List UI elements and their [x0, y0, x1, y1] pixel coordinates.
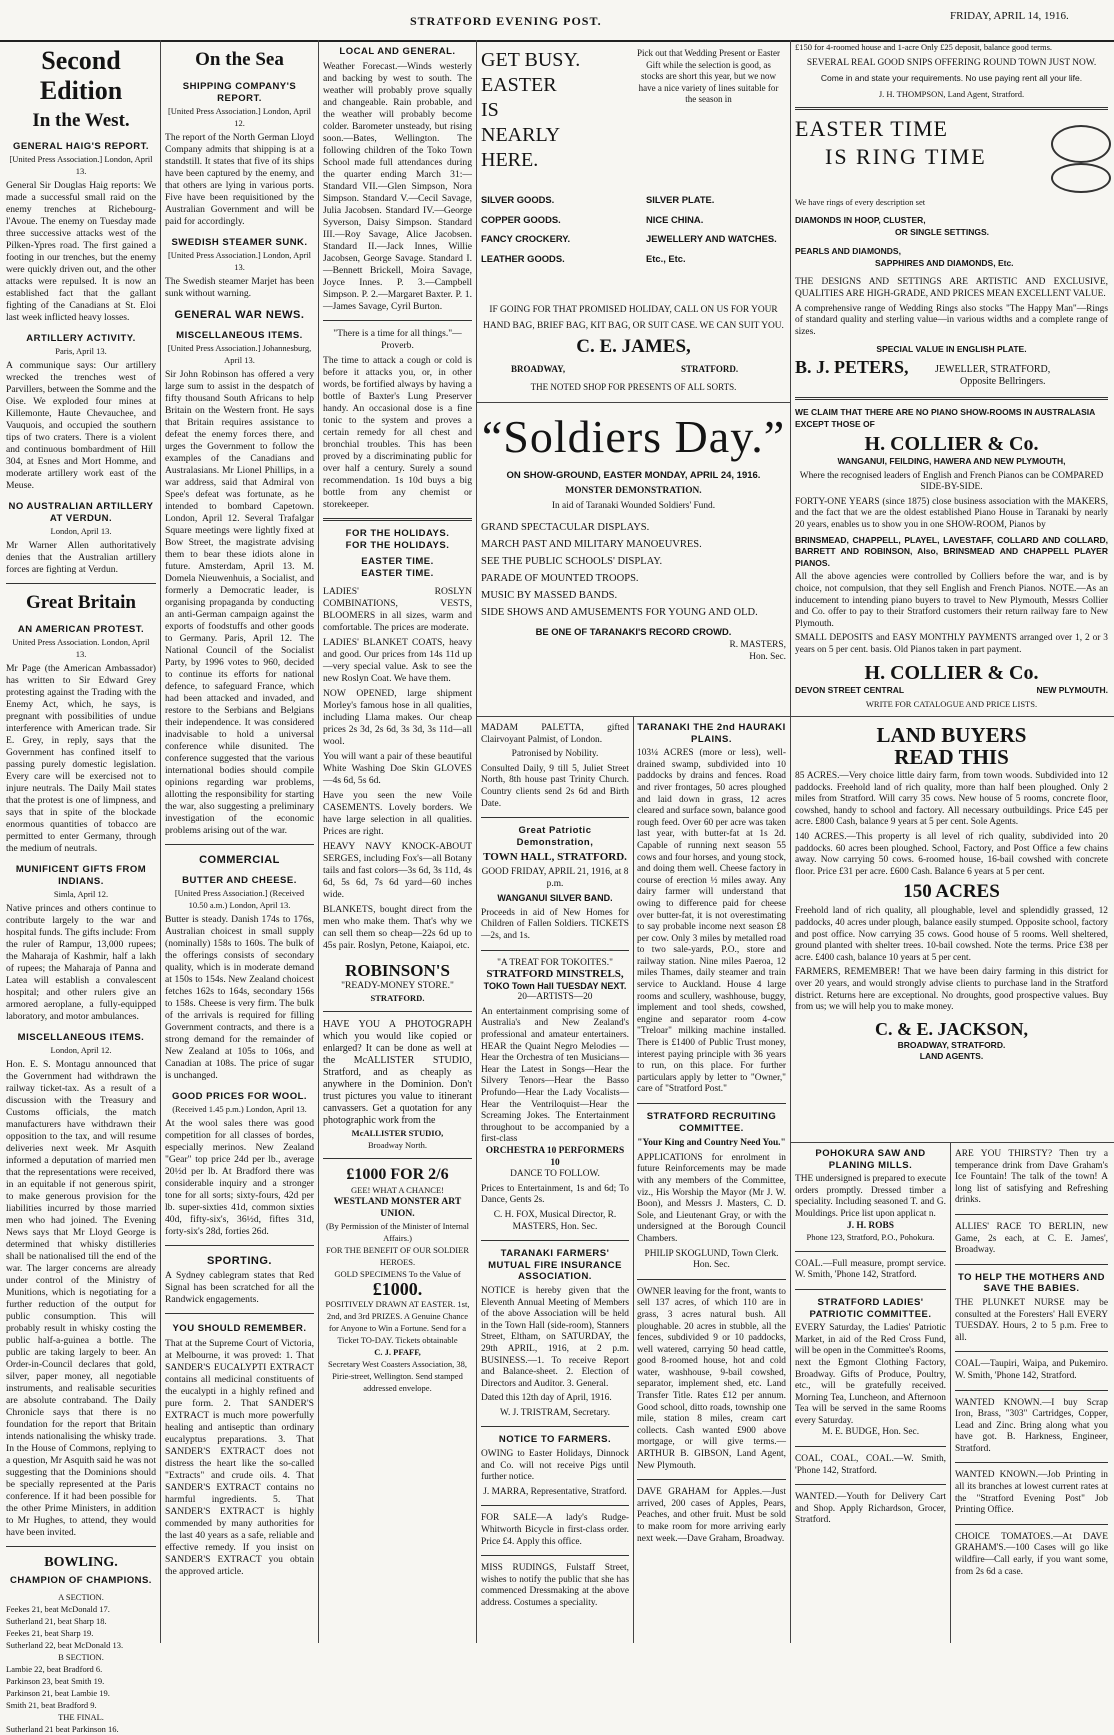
advert-body: SMALL DEPOSITS and EASY MONTHLY PAYMENTS arranged over 1, 2 or 3 years on 5 per cent. basis. Old Pianos taken in part payment. [795, 633, 1108, 655]
advert-subtitle: ON SHOW-GROUND, EASTER MONDAY, APRIL 24, 1916. [506, 470, 761, 481]
advert-body: IF GOING FOR THAT PROMISED HOLIDAY, CALL ON US FOR YOUR HAND BAG, BRIEF BAG, KIT BAG, OR SUIT CASE. WE CAN SUIT YOU. [483, 305, 784, 331]
advert-address: BROADWAY, STRATFORD. [897, 1039, 1006, 1050]
article-dateline: [United Press Association.] Johannesburg, April 13. [167, 343, 312, 365]
goods-item: SILVER PLATE. [646, 194, 715, 205]
goods-item: Etc., Etc. [646, 252, 686, 264]
advert-line: OR SINGLE SETTINGS. [895, 226, 989, 237]
advert-heading: YOU SHOULD REMEMBER. [172, 1323, 307, 1334]
article-heading: SWEDISH STEAMER SUNK. [171, 237, 308, 248]
newspaper-title: STRATFORD EVENING POST. [410, 14, 602, 28]
notice-body: APPLICATIONS for enrolment in future Reinforcements may be made with any members of the Committee, viz., His Worship the Mayor (Mr J. W. Boon), and Messrs J. Masters, C. D. Sole, and Lieutenant Gray, or with the undersigned at the Borough Council Chambers. [637, 1152, 786, 1244]
notice-heading: STRATFORD LADIES' PATRIOTIC COMMITTEE. [809, 1296, 932, 1320]
advert-title: IS RING TIME [825, 144, 987, 170]
section-heading: Great Britain [26, 592, 136, 613]
advert-signature: Hon. Sec. [749, 651, 786, 662]
advert-heading: WE CLAIM THAT THERE ARE NO PIANO SHOW-ROOMS IN AUSTRALASIA EXCEPT THOSE OF [795, 406, 1095, 429]
article-heading: NO AUSTRALIAN ARTILLERY AT VERDUN. [8, 501, 154, 524]
advert-body: FORTY-ONE YEARS (since 1875) close business association with the MAKERS, and the fact that we are the oldest established Piano House in Taranaki by nearly 20 years, enables us to show you in one SHOW-ROOM, Pianos by [795, 496, 1108, 531]
advert-address: BROADWAY, [511, 364, 566, 374]
result-line: Lambie 22, beat Bradford 6. [6, 1664, 103, 1674]
advert-line: FOR THE BENEFIT OF OUR SOLDIER HEROES. [325, 1245, 470, 1267]
article-dateline: [United Press Association.] (Received 10.50 a.m.) London, April 13. [174, 888, 305, 910]
program-item: SIDE SHOWS AND AMUSEMENTS FOR YOUNG AND OLD. [481, 606, 758, 618]
advert-firm: C. & E. JACKSON, [874, 1018, 1028, 1039]
notice-signature: J. MARRA, Representative, Stratford. [483, 1486, 627, 1497]
notice-date: Dated this 12th day of April, 1916. [481, 1393, 612, 1404]
advert-body: We have rings of every description set [795, 197, 926, 208]
column-local-news [323, 40, 472, 1643]
advert-firm: B. J. PETERS, [795, 356, 909, 377]
advert-line: PEARLS AND DIAMONDS, [795, 246, 901, 257]
notice-heading: TO HELP THE MOTHERS AND SAVE THE BABIES. [958, 1271, 1105, 1295]
article-heading: ARTILLERY ACTIVITY. [26, 333, 136, 344]
advert-line: Patronised by Nobility. [511, 749, 599, 760]
result-line: Parkinson 23, beat Smith 19. [6, 1676, 105, 1686]
column-notices-left [481, 720, 629, 1638]
results-section: A SECTION. [58, 1592, 104, 1602]
advert-line: ORCHESTRA 10 PERFORMERS 10 [485, 1146, 625, 1168]
advert-date: GOOD FRIDAY, APRIL 21, 1916, at 8 p.m. [481, 866, 629, 889]
article-heading: BOWLING. [44, 1555, 118, 1570]
article-body: A Sydney cablegram states that Red Signal has been scratched for all the Randwick engagements. [165, 1270, 314, 1305]
goods-item: COPPER GOODS. [481, 213, 561, 225]
program-item: SEE THE PUBLIC SCHOOLS' DISPLAY. [481, 555, 663, 567]
notice-heading: STRATFORD RECRUITING COMMITTEE. [646, 1111, 777, 1134]
article-dateline: Paris, April 13. [55, 346, 107, 356]
column-war-news [6, 40, 156, 1734]
advert-item: BLANKETS, bought direct from the men who make them. That's why we can sell them so cheap—22s 6d up to 45s pair. Roslyn, Petone, Kaiapoi, etc. [323, 904, 472, 951]
notice-body: OWING to Easter Holidays, Dinnock and Co. will not receive Pigs until further notice. [481, 1449, 629, 1483]
ring-illustration [1051, 125, 1111, 163]
notice-signature: W. J. TRISTRAM, Secretary. [499, 1407, 611, 1418]
advert-line: SPECIAL VALUE IN ENGLISH PLATE. [876, 344, 1027, 355]
advert-body: 140 ACRES.—This property is all level of rich quality, subdivided into 20 paddocks. 60 acres been ploughed. School, Factory, and Post Office a few chains away. Now carrying 50 cows. 6-roomed house, 16-bail cowshed with concrete floor. Price £31 per acre. £600 Cash. Balance 6 years at 5 per cent. [795, 831, 1108, 877]
advert-address: Opposite Bellringers. [960, 375, 1046, 387]
notice-heading: NOTICE TO FARMERS. [498, 1434, 612, 1446]
advert-signature: C. H. FOX, Musical Director, R. MASTERS, Hon. Sec. [493, 1209, 617, 1232]
article-heading: MISCELLANEOUS ITEMS. [17, 1032, 145, 1043]
result-line: Parkinson 21, beat Lambie 19. [6, 1688, 110, 1698]
advert-body: That at the Supreme Court of Victoria, at Melbourne, it was proved: 1. That SANDER'S EUCALYPTI EXTRACT contains all medicinal constituents of the eucalypti in a highly refined and pure form. 2. That SANDER'S EXTRACT is much more powerfully healing and antiseptic than ordinary eucalyptus preparations. 3. That SANDER'S EXTRACT does not distress the heart like the so-called "Extracts" and crude oils. 4. That SANDER'S EXTRACT contains no harmful ingredients. 5. That SANDER'S EXTRACT is highly commended by many authorities for the last 40 years as a safe, reliable and effective remedy. If you insist on SANDER'S EXTRACT you obtain the approved article. [165, 1338, 314, 1577]
notice-body: NOTICE is hereby given that the Eleventh Annual Meeting of Members of the above Association will be held in the Town Hall (side-room), Stanners Street, Eltham, on SATURDAY, the 29th APRIL, 1916, at 2 p.m. BUSINESS.—1. To receive Report and Balance-sheet. 2. Election of Directors and Auditor. 3. General. [481, 1285, 629, 1389]
article-dateline: (Received 1.45 p.m.) London, April 13. [172, 1104, 307, 1114]
advert-signature: J. H. THOMPSON, Land Agent, Stratford. [878, 88, 1025, 99]
result-line: Sutherland 22, beat McDonald 13. [6, 1640, 124, 1650]
advert-role: LAND AGENTS. [919, 1051, 984, 1062]
advert-permission: (By Permission of the Minister of Internal Affairs.) [325, 1221, 470, 1243]
article-dateline: [United Press Association.] London, April 13. [9, 154, 153, 176]
advert-body: THE DESIGNS AND SETTINGS ARE ARTISTIC AND EXCLUSIVE, QUALITIES ARE HIGH-GRADE, AND PRICES MEAN EXCELLENT VALUE. [795, 277, 1108, 299]
result-line: Smith 21, beat Bradford 9. [6, 1700, 97, 1710]
article-body: Hon. E. S. Montagu announced that the Government had withdrawn the railway ticket-tax. As a result of a discussion with the Treasury and Customs officials, the match manufacturers have withdrawn their opposition to the tax, and will resume deliveries next week. Mr Asquith informed a deputation of married men that the representations were received, in an equitable if not generous spirit, to make generous provision for the liabilities incurred by those married men who had joined. The Evening News says that Mr Lloyd George is determined that whisky distilleries shall be nationalised till the end of the war. The larger concerns are already under control of the Ministry of Munitions, which is negotiating for a further reduction of the output for public consumption. This will probably result in whisky costing the public half-a-guinea a bottle. The public are taking largely to beer. An Order-in-Council declares that gold, silver, paper money, all negotiable instruments, and realisable securities are absolute contraband. The Daily Chronicle says that there is no foundation for the report that Britain intends nationalising the whisky trade. In the House of Commons, replying to a question, Mr Asquith said he was not suggesting that the Dominions should be specially represented at the Paris conference. If it had been possible for the other Prime Ministers, in addition to Mr Hughes, to attend, they would have been invited. [6, 1059, 156, 1538]
article-body: Mr Page (the American Ambassador) has written to Sir Edward Grey protesting against the Trading with the Enemy Act, which, he says, is pregnant with possibilities of undue interference with American trade. Sir E. Grey, in reply, says that the Government has confined itself to passing purely domestic legislation. Every care will be exercised not to injure neutrals. The Daily Mail states that the protest is one of limpness, and says that in spite of the blockade enormous quantities of tobacco are permitted to enter Germany, through the medium of neutrals. [6, 663, 156, 854]
advert-item: You will want a pair of these beautiful White Washing Doe Skin GLOVES —4s 6d, 5s 6d. [323, 751, 472, 786]
advert-prize: £1000. [372, 1279, 423, 1299]
advert-title: ROBINSON'S [345, 961, 450, 980]
advert-line: WRITE FOR CATALOGUE AND PRICE LISTS. [865, 698, 1038, 709]
advert-address: Secretary West Coasters Association, 38, Pirie-street, Wellington. Send stamped addressed envelope. [328, 1359, 467, 1393]
program-item: GRAND SPECTACULAR DISPLAYS. [481, 521, 650, 533]
advert-address: Broadway North. [367, 1140, 427, 1150]
notice-signature: M. E. BUDGE, Hon. Sec. [821, 1427, 920, 1438]
article-heading: MUNIFICENT GIFTS FROM INDIANS. [15, 864, 147, 887]
advert-tagline: THE NOTED SHOP FOR PRESENTS OF ALL SORTS. [530, 382, 737, 392]
notice-heading: TARANAKI FARMERS' MUTUAL FIRE INSURANCE ASSOCIATION. [488, 1248, 622, 1283]
notice-motto: "Your King and Country Need You." [637, 1138, 786, 1149]
notice-body: THE PLUNKET NURSE may be consulted at the Foresters' Hall EVERY TUESDAY. Hours, 2 to 5 p.m. Free to all. [955, 1297, 1108, 1343]
advert-body: Pick out that Wedding Present or Easter Gift while the selection is good, as stocks are short this year, but we now have a nice variety of lines suitable for the season in [636, 48, 781, 105]
advert-item: HEAVY NAVY KNOCK-ABOUT SERGES, including Fox's—all Botany tails and fast colors—3s 6d, 3s 11d, 4s 6d, 5s 6d, 7s 6d yard—60 inches wide. [323, 841, 472, 900]
advert-line: HERE. [481, 149, 539, 171]
advert-item: Have you seen the new Voile CASEMENTS. Lovely borders. We have large selection in all qualities. Prices are right. [323, 790, 472, 837]
advert-firm: H. COLLIER & Co. [864, 661, 1039, 684]
article-subheading: CHAMPION OF CHAMPIONS. [10, 1575, 152, 1586]
article-heading: GENERAL HAIG'S REPORT. [12, 141, 150, 152]
classified-ad: WANTED KNOWN.—Job Printing in all its branches at lowest current rates at the "Stratford Evening Post" Job Printing Office. [955, 1470, 1108, 1516]
article-heading: GOOD PRICES FOR WOOL. [171, 1091, 308, 1102]
advert-line: SAPPHIRES AND DIAMONDS, Etc. [875, 257, 1014, 268]
advert-body: POSITIVELY DRAWN AT EASTER. 1st, 2nd, and 3rd PRIZES. A Genuine Chance for Anyone to Win a Fortune. Send for a Ticket TO-DAY. Tickets obtainable [325, 1299, 470, 1345]
goods-item: FANCY CROCKERY. [481, 233, 571, 245]
advert-venue: TOKO Town Hall TUESDAY NEXT. [483, 980, 627, 991]
advert-heading: TARANAKI THE 2nd HAURAKI PLAINS. [637, 722, 786, 745]
advert-signature: R. MASTERS, [729, 640, 786, 651]
advert-body: Where the recognised leaders of English and French Pianos can be COMPARED SIDE-BY-SIDE. [799, 470, 1104, 493]
advert-body: THE undersigned is prepared to execute orders promptly. Dressed timber a speciality. Including seasoned T. and G. Mouldings. Price list upon applicat n. [795, 1174, 946, 1219]
article-dateline: Simla, April 12. [53, 889, 109, 899]
article-body: The Swedish steamer Marjet has been sunk without warning. [165, 276, 314, 299]
advert-heading: EASTER TIME. [361, 568, 434, 579]
classified-ad: WANTED KNOWN.—I buy Scrap Iron, Brass, "303" Cartridges, Copper, Lead and Zinc. Bring along what you have got. B. Harkness, Engineer, Stratford. [955, 1397, 1108, 1454]
masthead [0, 0, 1114, 42]
section-heading: On the Sea [195, 49, 284, 70]
article-heading: SHIPPING COMPANY'S REPORT. [182, 81, 297, 104]
advert-line: DIAMONDS IN HOOP, CLUSTER, [795, 214, 926, 225]
result-line: Feekes 21, beat Sharp 19. [6, 1628, 94, 1638]
advert-item: LADIES' BLANKET COATS, heavy and good. Our prices from 14s 11d up—very special value. Ask to see the new Roslyn Coat. We have them. [323, 637, 472, 684]
advert-land-buyers [795, 720, 1108, 1062]
advert-town: STRATFORD. [370, 993, 425, 1003]
results-section: THE FINAL. [58, 1712, 104, 1722]
article-heading: LOCAL AND GENERAL. [339, 46, 456, 57]
classified-ad: ARE YOU THIRSTY? Then try a temperance drink from Dave Graham's Ice Fountain! The talk of the town! A long list of satisfying and Refreshing drinks. [955, 1149, 1108, 1206]
column-notices-right [637, 720, 786, 1638]
advert-line: WANGANUI SILVER BAND. [497, 893, 613, 904]
goods-item: NICE CHINA. [646, 213, 704, 225]
article-dateline: United Press Association. London, April 13. [12, 637, 150, 659]
advert-line: GET BUSY. [481, 49, 581, 71]
article-body: Weather Forecast.—Winds westerly and backing by west to south. The weather will probably prove squally and changeable. Rain probable, and the weather will probably become colder. Barometer unsteady, but rising soon.—Bates, Wellington. The following children of the Toko Town School made full attendances during the quarter ending March 31:—Standard VII.—Glen Simpson, Nora Simpson. Standard V.—Cecil Savage, Julia Jacobsen. Standard IV.—George Syverson, Daisy Simpson. Standard III.—Roy Savage, Alice Jacobsen. Standard II.—Jack Innes, Willie Jacobsen, George Savage. Standard I.—Bennett Brickell, Moira Savage, Joyce Innes. P. 3.—Campbell Simpson. P. 2.—Margaret Baxter. P. 1.—James Savage, Cyril Burton. [323, 61, 472, 312]
advert-body: 103¼ ACRES (more or less), well-drained swamp, subdivided into 10 paddocks by drains and fences. Road and river frontages, 50 acres ploughed and laid down in grass, 12 acres cleared and surface sown, balance good rough feed. Over 60 per acre was taken last year, with butter-fat at 1s 2d. Capable of running next season 55 cows and four horses, and young stock, and doing them well. Cheese factory in course of erection ½ miles away. Any dairy farmer will understand that owing to difference paid for cheese over butter-fat, it is not overestimating to say probable income next season £8 per cow. Only 3 miles by metalled road to two sale-yards, P.O., store and railway station. Nine miles Paeroa, 12 miles Thames, daily steamer and train service to Auckland. House 4 large rooms and scullery, washhouse, buggy, implement and tool sheds, cowshed, engine and separator room 4-cow "Treloar" milking machine installed. There is £1400 of Public Trust money, interest paying principle with 36 years to run, on this place. For further particulars apply by letter to "Owner," care of "Stratford Post." [637, 748, 786, 1095]
advert-title: STRATFORD MINSTRELS, [486, 968, 624, 981]
advert-body: HAVE YOU A PHOTOGRAPH which you would like copied or enlarged? It can be done as well at the McALLISTER STUDIO, Stratford, and as cheaply as anywhere in the Dominion. Don't trust pictures you value to itinerant canvassers. Get a quotation for any photographic work from the [323, 1019, 472, 1126]
advert-subtitle: GEE! WHAT A CHANCE! [351, 1185, 444, 1195]
article-heading: AN AMERICAN PROTEST. [17, 624, 145, 635]
article-body: The report of the North German Lloyd Company admits that shipping is at a standstill. It states that five of its ships have been captured by the enemy, and that others are lying in various ports. Five have been requisitioned by the Australian Government and will be paid for accordingly. [165, 132, 314, 227]
advert-item: LADIES' ROSLYN COMBINATIONS, VESTS, BLOOMERS in all sizes, warm and comfortable. The prices are moderate. [323, 586, 472, 633]
advert-line: NEARLY [481, 124, 561, 146]
column-classifieds-right [955, 1146, 1108, 1638]
article-body: Sir John Robinson has offered a very large sum to assist in the despatch of fifty thousand South Africans to help Britain on the Western front. He says that Britain requires assistance to defeat the enemy forces there, and urges the Government to follow the examples of the Canadians and Australasians. Mr Lionel Phillips, in a war address, said that Admiral von Spee's defeat was fortunate, as he intended to bombard Capetown. London, April 12. Several Trafalgar Square meetings were lightly fixed at Bow Street, the magistrate advising them to bear these idiots alone in future. Amsterdam, April 13. M. Domela Nieuwenhuis, a Socialist, and formerly a Democratic leader, is organising propaganda by conducting an anti-German campaign against the exports of foodstuffs and other goods to Germany. Paris, April 12. The National Council of the Socialist Party, by 1996 votes to 960, decided to continue its efforts for national defence, to safeguard France, which had been attacked and invaded, and restore to the Serbians and Belgians their independence. It was considered inadvisable to hold a universal conference while disunited. The conference suggested that the various international bodies should compile opinions regarding war problems, allotting the responsibility for starting the war, also suggesting a preliminary investigation of the economic problems arising out of the war. [165, 369, 314, 836]
advert-address: DEVON STREET CENTRAL [795, 684, 905, 695]
article-dateline: London, April 12. [50, 1045, 112, 1055]
article-body: Butter is steady. Danish 174s to 176s, Australian choicest in small supply (nominally) 158s to 160s. The bulk of the offerings consists of secondary quality, which is in moderate demand at 150s to 154s. New Zealand choicest fetches 162s to 164s, secondary 156s to 158s. Cheese is very firm. The bulk of the arrivals is required for filling Government contracts, and there is a strong demand for the remainder of New Zealand at 105s to 106s, and Canadian at 108s. The price of sugar is unchanged. [165, 914, 314, 1081]
advert-signature: J. H. ROBS [847, 1220, 894, 1231]
program-item: MARCH PAST AND MILITARY MANOEUVRES. [481, 538, 702, 550]
notice-signature: PHILIP SKOGLUND, Town Clerk. Hon. Sec. [644, 1248, 779, 1271]
advert-address: WANGANUI, FEILDING, HAWERA AND NEW PLYMOUTH, [837, 456, 1066, 467]
advert-firm: C. E. JAMES, [576, 336, 691, 357]
article-body: Native princes and others continue to contribute largely to the war and hospital funds. The gifts include: From the ruler of Rampur, 13,000 rupees; the Maharaja of Kashmir, half a lakh of rupees; the Maharaja of Panna and Latea will establish a convalescent hospital; and other rulers give an armored aeroplane, a fully-equipped laboratory, and motor ambulances. [6, 903, 156, 1022]
section-heading: GENERAL WAR NEWS. [174, 309, 305, 321]
advert-line: EASTER [481, 74, 557, 96]
classified-ad: COAL, COAL, COAL.—W. Smith, 'Phone 142, Stratford. [795, 1454, 946, 1476]
issue-date: FRIDAY, APRIL 14, 1916. [950, 10, 1069, 22]
advert-firm: McALLISTER STUDIO, [351, 1128, 444, 1138]
column-advertisements [795, 40, 1108, 716]
advert-easter-james [481, 44, 786, 400]
edition-heading: Second Edition [39, 46, 123, 105]
advert-body: The time to attack a cough or cold is before it attacks you, or, in other words, be fortified always by having a bottle of Baxter's Lung Preserver handy. An occasional dose is a fine tonic to the system and proves a certain remedy for all chest and bronchial troubles. This has been proved by a discriminating public for over half a century. Surely a sound recommendation. 1s 10d buys a big bottle from any chemist or storekeeper. [323, 355, 472, 510]
program-item: MUSIC BY MASSED BANDS. [481, 589, 618, 601]
advert-address: NEW PLYMOUTH. [1036, 684, 1108, 695]
article-body: General Sir Douglas Haig reports: We made a successful small raid on the enemy trenches at Richebourg-l'Avoue. The enemy on Tuesday made three successive attacks west of the Pilken-Ypres road. The first gained a footing in our trenches, but the enemy were quickly driven out, and the other attacks were repulsed. It is now an established fact that the gallant fighting of the Canadians at St. Eloi last week inflicted heavy losses. [6, 180, 156, 323]
advert-makers: BRINSMEAD, CHAPPELL, PLAYEL, LAVESTAFF, COLLARD AND COLLARD, BARRETT AND ROBINSON, Also, BRINSMEAD AND CHAPPELL PLAYER PIANOS. [795, 534, 1108, 568]
advert-title: LAND BUYERS [876, 723, 1027, 747]
advert-title: £1000 FOR 2/6 [346, 1166, 449, 1183]
article-body: A communique says: Our artillery wrecked the trenches west of Parvillers, between the Somme and the Oise. We exploded four mines at Killemonte, Haute Chevauchee, and Vauquois, and occupied the southern tips of two craters. There is a violent and continuous bombardment of Hill 304, at Esnes and Mort Homme, and moderate artillery work east of the Meuse. [6, 360, 156, 491]
advert-body: A comprehensive range of Wedding Rings also stocks "The Happy Man"—Rings of standard quality and sterling value—in various widths and a complete range of sizes. [795, 303, 1108, 337]
classified-ad: DAVE GRAHAM for Apples.—Just arrived, 200 cases of Apples, Pears, Peaches, and other fruit. Must be sold to make room for more arriving early next week.—Dave Graham, Broadway. [637, 1487, 786, 1544]
advert-line: MONSTER DEMONSTRATION. [565, 485, 702, 496]
advert-address: Phone 123, Stratford, P.O., Pohokura. [806, 1232, 935, 1243]
result-line: Feekes 21, beat McDonald 17. [6, 1604, 110, 1614]
advert-name: WESTLAND MONSTER ART UNION. [333, 1196, 462, 1219]
column-shipping-news [165, 40, 314, 1643]
article-dateline: [United Press Association.] London, April 13. [167, 250, 312, 272]
advert-heading: EASTER TIME. [361, 556, 434, 567]
advert-subtitle: 150 ACRES [903, 881, 1000, 903]
classified-ad: COAL—Taupiri, Waipa, and Pukemiro. W. Smith, 'Phone 142, Stratford. [955, 1359, 1108, 1381]
advert-body: Proceeds in aid of New Homes for Children of Fallen Soldiers. TICKETS—2s, and 1s. [481, 907, 629, 941]
advert-line: SEVERAL REAL GOOD SNIPS OFFERING ROUND TOWN JUST NOW. [806, 57, 1097, 68]
advert-body: Prices to Entertainment, 1s and 6d; To Dance, Gents 2s. [481, 1183, 629, 1206]
advert-title: READ THIS [894, 745, 1009, 769]
classified-ad: MISS RUDINGS, Fulstaff Street, wishes to notify the public that she has commenced Dressmaking at the above address. Costumes a speciality. [481, 1563, 629, 1608]
article-body: Mr Warner Allen authoritatively denies that the Australian artillery forces are fighting at Verdun. [6, 540, 156, 575]
article-dateline: London, April 13. [50, 526, 112, 536]
advert-title: “Soldiers Day.” [481, 411, 786, 462]
advert-heading: POHOKURA SAW AND PLANING MILLS. [815, 1148, 926, 1171]
section-heading: COMMERCIAL [199, 854, 280, 866]
advert-line: In aid of Taranaki Wounded Soldiers' Fund. [551, 501, 716, 512]
advert-title: EASTER TIME [795, 116, 948, 142]
advert-body: MADAM PALETTA, gifted Clairvoyant Palmist, of London. [481, 723, 629, 745]
classified-ad: WANTED.—Youth for Delivery Cart and Shop. Apply Richardson, Grocer, Stratford. [795, 1492, 946, 1526]
advert-heading: Great Patriotic Demonstration, [516, 825, 594, 848]
column-classifieds-left [795, 1146, 946, 1638]
advert-quote: "There is a time for all things."—Proverb. [333, 328, 462, 351]
advert-line: "A TREAT FOR TOKOITES." [497, 957, 613, 968]
section-heading: In the West. [32, 110, 130, 131]
notice-body: EVERY Saturday, the Ladies' Patriotic Market, in aid of the Red Cross Fund, will be open in the Committee's Rooms, next the Egmont Clothing Factory, Broadway. Gifts of Produce, Poultry, etc., will be gratefully received. Morning Tea, Luncheon, and Afternoon Tea will be served in the same Rooms every Saturday. [795, 1323, 946, 1426]
advert-line: GOLD SPECIMENS To the Value of [334, 1269, 461, 1279]
advert-agent: C. J. PFAFF, [374, 1347, 421, 1357]
advert-heading: FOR THE HOLIDAYS. [345, 540, 450, 551]
advert-body: Consulted Daily, 9 till 5, Juliet Street North, 8th house past Trinity Church. Country clients send 2s 6d and Birth Date. [481, 763, 629, 809]
section-heading: SPORTING. [206, 1255, 272, 1267]
article-body: At the wool sales there was good competition for all classes of bordes, especially merinos. New Zealand "Gear" top price 24d per lb., average 20½d per lb. At Bradford there was considerable inquiry and a stronger tone for all sorts; sixty-fours, 42d per lb. super-sixties 41d, common sixties 40d, fifty-six's, 36½d, fiftes 31d, forty-six's 28d, forties 26d. [165, 1118, 314, 1237]
advert-body: FARMERS, REMEMBER! That we have been dairy farming in this district for over 20 years, and would strongly advise clients to purchase land in the Stratford district. Returns here are exceptional. No droughts, good prospective values. Buy from us; we will help you to make money. [795, 967, 1108, 1013]
classified-ad: ALLIES' RACE TO BERLIN, new Game, 2s each, at C. E. James', Broadway. [955, 1221, 1108, 1256]
ring-illustration [1051, 163, 1111, 193]
classified-ad: OWNER leaving for the front, wants to sell 137 acres, of which 110 are in grass, 3 acres natural bush. All ploughable. 20 acres in stubble, all the fences, subdivided 9 or 10 paddocks, well watered, carrying 50 head cattle, good 8-roomed house, hot and cold water, washhouse, 9-bail cowshed, separator, implement shed, etc. Land Transfer Title. Rates £12 per annum. Good school, ditto roads, township one mile, station 8 miles, cream cart collects. Cash wanted £900 above mortgage, or will give terms.—ARTHUR B. GIBSON, Land Agent, New Plymouth. [637, 1286, 786, 1471]
goods-item: JEWELLERY AND WATCHES. [646, 233, 777, 245]
advert-subtitle: "READY-MONEY STORE." [341, 980, 454, 991]
classified-ad: CHOICE TOMATOES.—At DAVE GRAHAM'S.—100 Cases will go like wildfire—Call early, if you want some, from 2s 6d a case. [955, 1531, 1108, 1577]
advert-line: 20—ARTISTS—20 [517, 992, 593, 1003]
advert-slogan: BE ONE OF TARANAKI'S RECORD CROWD. [535, 625, 732, 637]
advert-venue: TOWN HALL, STRATFORD. [483, 851, 627, 864]
article-dateline: [United Press Association.] London, April 12. [167, 106, 312, 128]
classified-ad: FOR SALE—A lady's Rudge-Whitworth Bicycle in first-class order. Price £4. Apply this office. [481, 1513, 629, 1547]
program-item: PARADE OF MOUNTED TROOPS. [481, 572, 639, 584]
goods-item: SILVER GOODS. [481, 194, 555, 205]
advert-body: Freehold land of rich quality, all ploughable, level and splendidly grassed, 12 paddocks, 40 acres under plough, balance easily stumped. Opposite school, factory and post office. Now carrying 35 cows. Good house of 5 rooms. Well sheltered, ground planted with shelter trees. 10-bail cowshed. Note the terms. Price £38 per acre. £400 cash, balance 10 years at 5 per cent. [795, 906, 1108, 963]
advert-body: An entertainment comprising some of Australia's and New Zealand's professional and amateur entertainers. HEAR the Quaint Negro Melodies —Hear the Orchestra of ten Musicians—Hear the Latest in Songs—Hear the Silvery Tenors—Hear the Basso Profundo—Hear the Lady Vocalists—Hear the Ventriloquist—Hear the Screaming Jokes. The Entertainment throughout to be accompanied by a first-class [481, 1006, 629, 1145]
advert-address: STRATFORD. [681, 364, 739, 374]
advert-heading: FOR THE HOLIDAYS. [345, 528, 450, 539]
advert-soldiers-day [481, 404, 786, 716]
article-heading: MISCELLANEOUS ITEMS. [176, 330, 303, 341]
advert-line: DANCE TO FOLLOW. [510, 1169, 600, 1180]
advert-firm: H. COLLIER & Co. [864, 433, 1039, 456]
results-section: B SECTION. [58, 1652, 104, 1662]
classified-ad: COAL.—Full measure, prompt service. W. Smith, 'Phone 142, Stratford. [795, 1258, 946, 1281]
advert-line: IS [481, 99, 499, 121]
advert-body: All the above agencies were controlled by Colliers before the war, and is by choice, not compulsion, that they sell English and French Pianos. NOTE.—As an inducement to intending piano buyers to travel to New Plymouth, Messrs Collier and Co. offer to pay to their Stratford customers their return railway fare to New Plymouth. [795, 572, 1108, 629]
advert-body: 85 ACRES.—Very choice little dairy farm, from town woods. Subdivided into 12 paddocks. Freehold land of rich quality, more than half been ploughed. Only 2 miles from Stratford. Will carry 35 cows. New house of 5 rooms, concrete floor, cowshed, handy to school and factory. All necessary outbuildings. Price £45 per acre. £800 Cash, balance 9 years at 5 per cent. Sole Agents. [795, 771, 1108, 828]
article-heading: BUTTER AND CHEESE. [182, 875, 297, 886]
advert-line: Come in and state your requirements. No use paying rent all your life. [820, 73, 1083, 84]
advert-item: NOW OPENED, large shipment Morley's famous hose in all qualities, including Llama makes. Our cheap prices 2s 3d, 2s 6d, 3s 3d, 3s 11d—all wool. [323, 688, 472, 747]
result-line: Sutherland 21, beat Sharp 18. [6, 1616, 107, 1626]
goods-item: LEATHER GOODS. [481, 252, 565, 264]
advert-trade: JEWELLER, STRATFORD, [935, 363, 1051, 375]
advert-line: £150 for 4-roomed house and 1-acre Only £25 deposit, balance good terms. [795, 42, 1053, 52]
result-line: Sutherland 21 beat Parkinson 16. [6, 1724, 119, 1734]
